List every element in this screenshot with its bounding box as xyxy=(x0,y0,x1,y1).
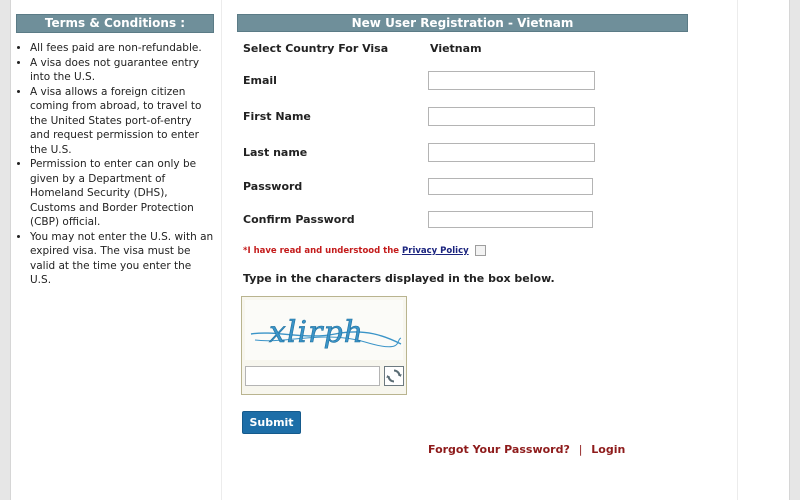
first-name-label: First Name xyxy=(243,110,311,123)
captcha-box xyxy=(241,296,407,395)
confirm-password-label: Confirm Password xyxy=(243,213,355,226)
captcha-graphic xyxy=(245,300,403,360)
privacy-text: *I have read and understood the xyxy=(243,246,400,256)
registration-header: New User Registration - Vietnam xyxy=(237,14,688,32)
country-label: Select Country For Visa xyxy=(243,42,389,55)
column-divider-right xyxy=(737,0,738,500)
password-input[interactable] xyxy=(428,178,593,195)
captcha-image xyxy=(245,300,403,360)
email-label: Email xyxy=(243,74,277,87)
last-name-input[interactable] xyxy=(428,143,595,162)
privacy-policy-link[interactable]: Privacy Policy xyxy=(402,246,469,256)
privacy-checkbox[interactable] xyxy=(475,245,486,256)
email-input[interactable] xyxy=(428,71,595,90)
terms-item: • You may not enter the U.S. with an expired visa. The visa must be valid at the time you enter the U.S. xyxy=(30,230,214,288)
terms-item: • All fees paid are non-refundable. xyxy=(30,41,214,56)
link-separator: | xyxy=(578,443,583,456)
terms-header: Terms & Conditions : xyxy=(16,14,214,33)
login-link[interactable]: Login xyxy=(591,443,626,456)
captcha-input[interactable] xyxy=(245,366,380,386)
captcha-refresh-button[interactable] xyxy=(384,366,404,386)
forgot-password-link[interactable]: Forgot Your Password? xyxy=(428,443,570,456)
confirm-password-input[interactable] xyxy=(428,211,593,228)
registration-panel xyxy=(237,14,688,32)
terms-item: • A visa does not guarantee entry into the U.S. xyxy=(30,56,214,85)
account-links xyxy=(428,443,625,456)
refresh-icon xyxy=(385,367,403,385)
terms-list xyxy=(16,41,214,288)
column-divider xyxy=(221,0,222,500)
terms-panel xyxy=(16,14,214,288)
captcha-prompt: Type in the characters displayed in the box below. xyxy=(243,272,555,285)
terms-item: • Permission to enter can only be given by a Department of Homeland Security (DHS), Customs and Border Protection (CBP) official. xyxy=(30,157,214,230)
captcha-text: xlirph xyxy=(269,315,364,350)
terms-item: • A visa allows a foreign citizen coming from abroad, to travel to the United States port-of-entry and request permission to enter the U.S. xyxy=(30,85,214,158)
privacy-row xyxy=(243,245,486,256)
password-label: Password xyxy=(243,180,303,193)
last-name-label: Last name xyxy=(243,146,308,159)
submit-button[interactable]: Submit xyxy=(242,411,301,434)
country-value: Vietnam xyxy=(430,42,482,55)
first-name-input[interactable] xyxy=(428,107,595,126)
